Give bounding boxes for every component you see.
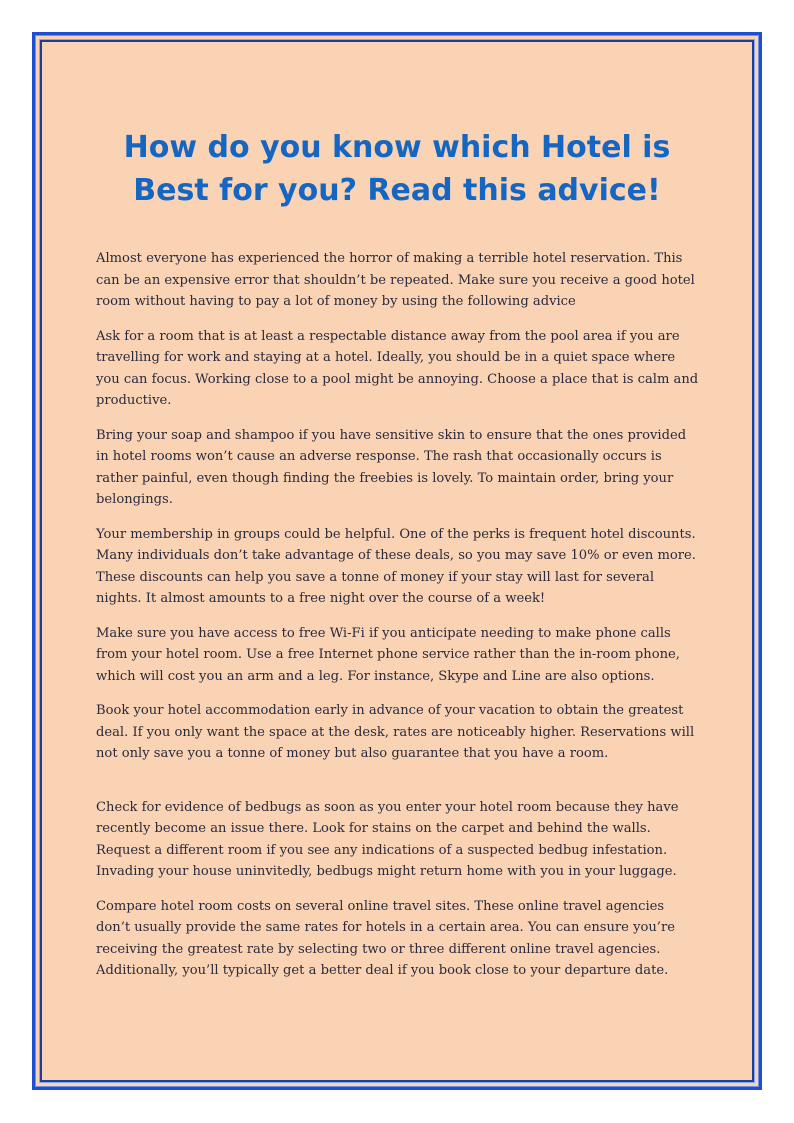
paragraph-free-wifi: Make sure you have access to free Wi-Fi if you anticipate needing to make phone calls from your hotel room. Use a free Internet phone service rather than the in-room phone, which will cost you an arm and a leg. For instance, Skype and Line are also options.	[96, 625, 680, 684]
paragraph-bedbugs: Check for evidence of bedbugs as soon as you enter your hotel room because they have recently become an issue there. Look for stains on the carpet and behind the walls. Request a different room if you see any indications of a suspected bedbug infestation. Invading your house uninvitedly, bedbugs might return home with you in your luggage.	[96, 799, 679, 879]
document-title: How do you know which Hotel is Best for you? Read this advice!	[123, 130, 671, 208]
paragraph-intro: Almost everyone has experienced the horror of making a terrible hotel reservation. This can be an expensive error that shouldn’t be repeated. Make sure you receive a good hotel room without having to pay a lot of money by using the following advice	[96, 251, 695, 309]
paragraph-membership-discounts: Your membership in groups could be helpful. One of the perks is frequent hotel discounts. Many individuals don’t take advantage of these deals, so you may save 10% or even more. These discounts can help you save a tonne of money if your stay will last for several nights. It almost amounts to a free night over the course of a week!	[96, 526, 696, 606]
document-body	[96, 248, 700, 995]
paragraph-book-early: Book your hotel accommodation early in advance of your vacation to obtain the greatest deal. If you only want the space at the desk, rates are noticeably higher. Reservations will not only save you a tonne of money but also guarantee that you have a room.	[96, 703, 695, 761]
paragraph-pool-distance: Ask for a room that is at least a respectable distance away from the pool area if you are travelling for work and staying at a hotel. Ideally, you should be in a quiet space where you can focus. Working close to a pool might be annoying. Choose a place that is calm and productive.	[96, 328, 699, 408]
paragraph-soap-shampoo: Bring your soap and shampoo if you have sensitive skin to ensure that the ones provided in hotel rooms won’t cause an adverse response. The rash that occasionally occurs is rather painful, even though finding the freebies is lovely. To maintain order, bring your belongings.	[96, 427, 687, 507]
paragraph-compare-costs: Compare hotel room costs on several online travel sites. These online travel agencies don’t usually provide the same rates for hotels in a certain area. You can ensure you’re receiving the greatest rate by selecting two or three different online travel agencies. Additionally, you’ll typically get a better deal if you book close to your departure date.	[96, 898, 675, 978]
